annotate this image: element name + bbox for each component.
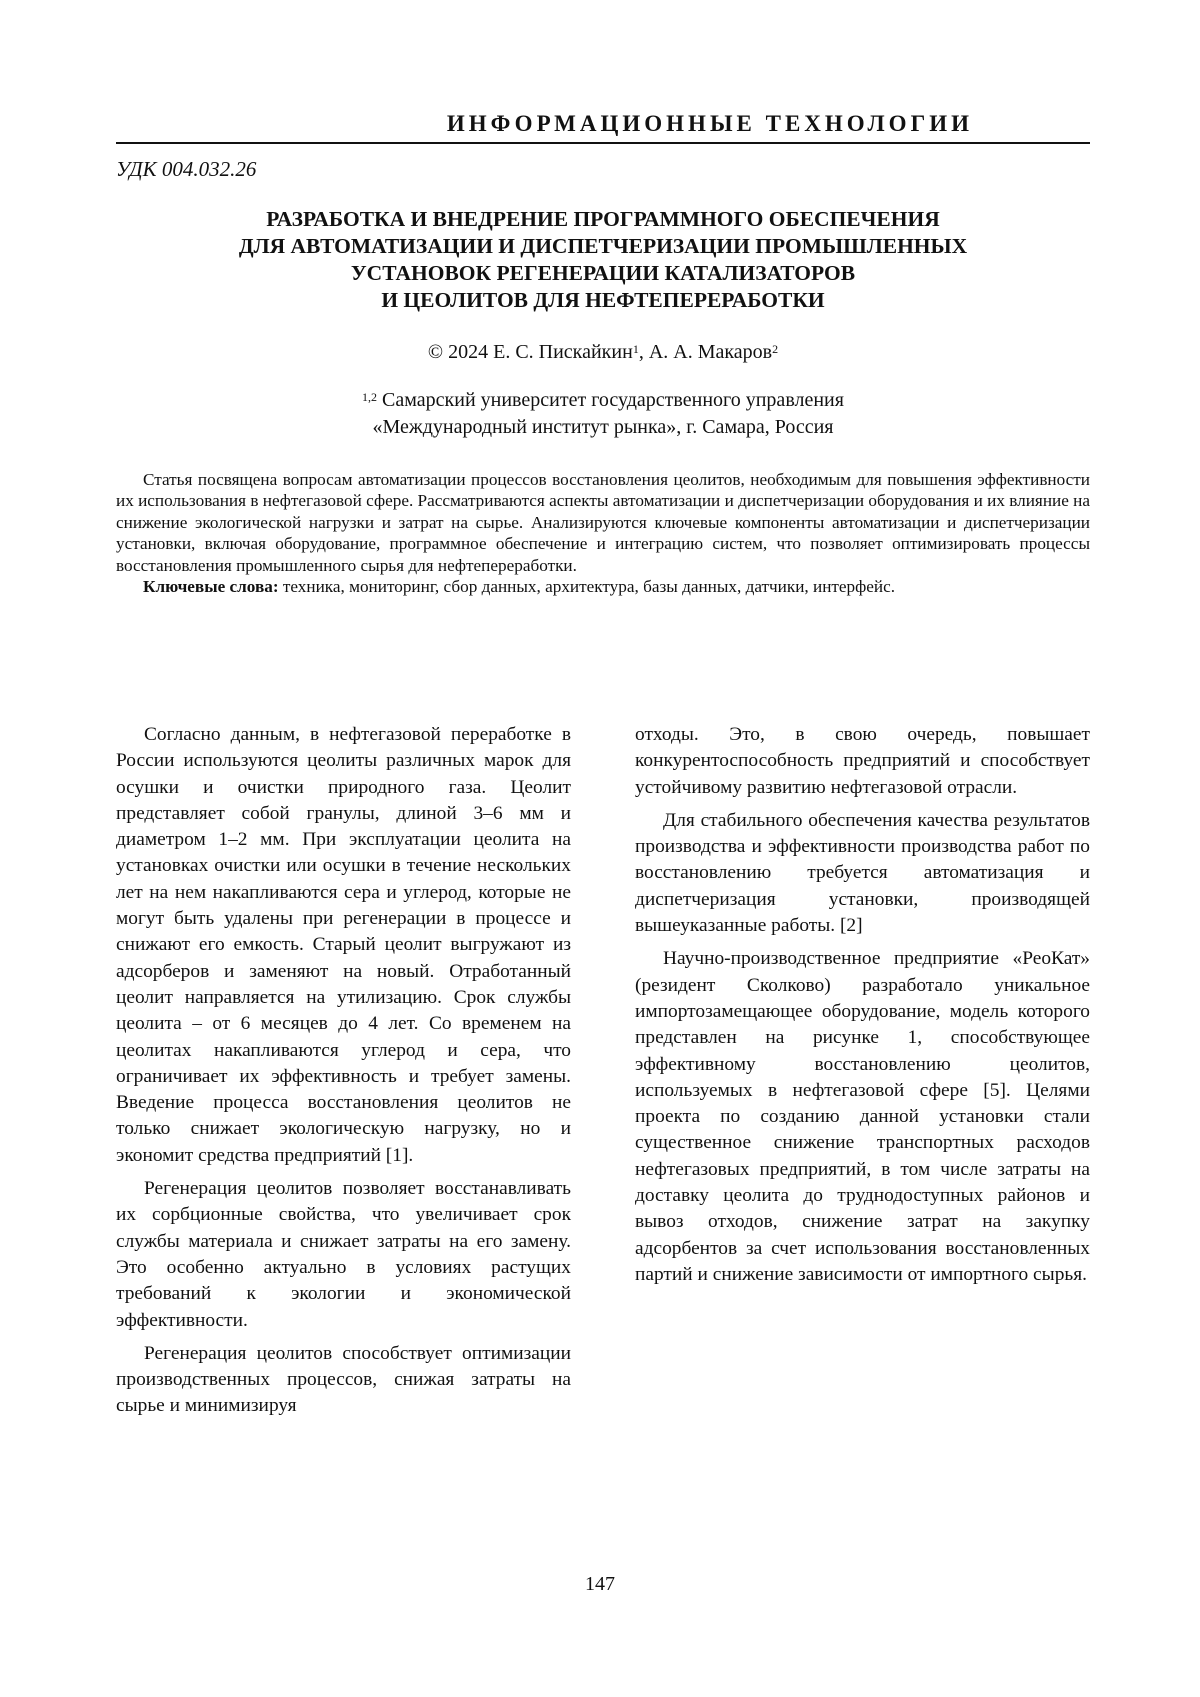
section-header: ИНФОРМАЦИОННЫЕ ТЕХНОЛОГИИ: [446, 111, 973, 136]
body-paragraph: Для стабильного обеспечения качества результатов производства и эффективности производства работ по восстановлению требуется автоматизация и диспетчеризация установки, производящей вышеуказанные работы. [2]: [635, 809, 1090, 937]
affiliation-line-2: «Международный институт рынка», г. Самара, Россия: [372, 416, 834, 438]
author-2-affil: 2: [772, 342, 779, 356]
title-line: И ЦЕОЛИТОВ ДЛЯ НЕФТЕПЕРЕРАБОТКИ: [381, 288, 825, 312]
right-column: [635, 722, 1090, 1427]
article-title: [116, 206, 1090, 314]
authors: [116, 339, 1090, 365]
body-paragraph: Научно-производственное предприятие «РеоКат» (резидент Сколково) разработало уникальное импортозамещающее оборудование, модель которого представлен на рисунке 1, способствующее эффективному восстановлению цеолитов, используемых в нефтегазовой сфере [5]. Целями проекта по созданию данной установки стали существенное снижение транспортных расходов нефтегазовых предприятий, в том числе затраты на доставку цеолита до труднодоступных районов и вывоз отходов, снижение затрат на закупку адсорбентов за счет использования восстановленных партий и снижение зависимости от импортного сырья.: [635, 948, 1090, 1285]
author-1: © 2024 Е. С. Пискайкин: [427, 341, 633, 363]
body-columns: [116, 722, 1090, 1427]
keywords-label: Ключевые слова:: [143, 577, 279, 597]
affiliation: [116, 387, 1090, 441]
body-paragraph: Регенерация цеолитов позволяет восстанавливать их сорбционные свойства, что увеличивает срок службы материала и снижает затраты на его замену. Это особенно актуально в условиях растущих требований к экологии и экономической эффективности.: [116, 1178, 571, 1331]
affiliation-line-1: Самарский университет государственного управления: [377, 389, 844, 411]
title-line: УСТАНОВОК РЕГЕНЕРАЦИИ КАТАЛИЗАТОРОВ: [350, 261, 856, 285]
affiliation-marker: 1,2: [362, 390, 378, 404]
page-number: 147: [585, 1573, 615, 1595]
author-1-affil: 1: [632, 342, 639, 356]
abstract: [116, 469, 1090, 597]
article-page: [116, 110, 1090, 1417]
body-paragraph-continued: отходы. Это, в свою очередь, повышает конкурентоспособность предприятий и способствует устойчивому развитию нефтегазовой отрасли.: [635, 724, 1090, 798]
keywords: [116, 576, 1090, 597]
left-column: [116, 722, 571, 1427]
header-rule: [116, 142, 1090, 144]
title-line: РАЗРАБОТКА И ВНЕДРЕНИЕ ПРОГРАММНОГО ОБЕСПЕЧЕНИЯ: [266, 207, 940, 231]
title-line: ДЛЯ АВТОМАТИЗАЦИИ И ДИСПЕТЧЕРИЗАЦИИ ПРОМЫШЛЕННЫХ: [238, 234, 968, 258]
body-paragraph: Регенерация цеолитов способствует оптимизации производственных процессов, снижая затраты на сырье и минимизируя: [116, 1342, 571, 1417]
keywords-list: техника, мониторинг, сбор данных, архитектура, базы данных, датчики, интерфейс.: [278, 577, 896, 597]
abstract-text: Статья посвящена вопросам автоматизации процессов восстановления цеолитов, необходимым для повышения эффективности их использования в нефтегазовой сфере. Рассматриваются аспекты автоматизации и диспетчеризации оборудования и их влияние на снижение экологической нагрузки и затрат на сырье. Анализируются ключевые компоненты автоматизации и диспетчеризации установки, включая оборудование, программное обеспечение и интеграцию систем, что позволяет оптимизировать процессы восстановления промышленного сырья для нефтепереработки.: [116, 470, 1090, 575]
udk-code: УДК 004.032.26: [116, 157, 257, 181]
author-2: , А. А. Макаров: [638, 341, 773, 363]
body-paragraph: Согласно данным, в нефтегазовой переработке в России используются цеолиты различных марок для осушки и очистки природного газа. Цеолит представляет собой гранулы, длиной 3–6 мм и диаметром 1–2 мм. При эксплуатации цеолита на установках очистки или осушки в течение нескольких лет на нем накапливаются сера и углерод, которые не могут быть удалены при регенерации в процессе и снижают его емкость. Старый цеолит выгружают из адсорберов и заменяют на новый. Отработанный цеолит направляется на утилизацию. Срок службы цеолита – от 6 месяцев до 4 лет. Со временем на цеолитах накапливаются углерод и сера, что ограничивает их эффективность и требует замены. Введение процесса восстановления цеолитов не только снижает экологическую нагрузку, но и экономит средства предприятий [1].: [116, 724, 571, 1166]
